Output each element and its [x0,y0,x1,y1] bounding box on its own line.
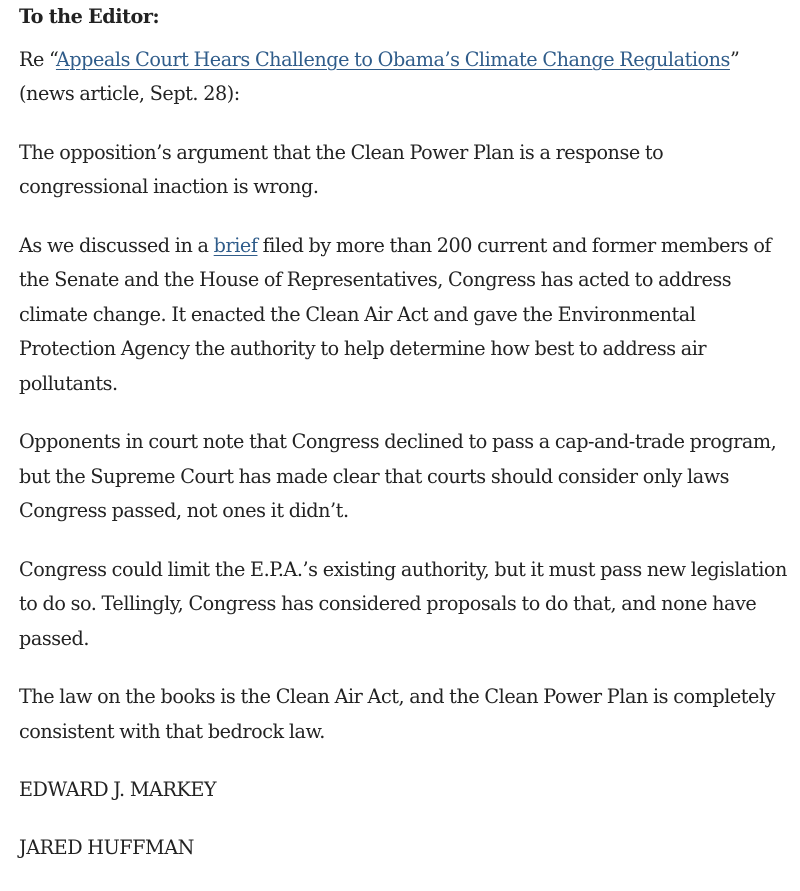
article-link[interactable]: Appeals Court Hears Challenge to Obama’s Climate Change Regulations [55,47,730,71]
greeting: To the Editor: [19,5,160,28]
paragraph-1: The opposition’s argument that the Clean Power Plan is a response to congressional inaction is wrong. [19,140,664,198]
re-prefix: Re “ [19,47,56,71]
re-line [19,43,794,112]
paragraph-2 [19,229,794,402]
paragraph-4: Congress could limit the E.P.A.’s existing authority, but it must pass new legislation to do so. Tellingly, Congress has considered proposals to do that, and none have passed. [19,557,787,650]
re-suffix: ” (news article, Sept. 28): [19,47,740,105]
paragraph-3: Opponents in court note that Congress declined to pass a cap-and-trade program, but the Supreme Court has made clear that courts should consider only laws Congress passed, not ones it didn’t. [19,430,777,522]
signature-markey: EDWARD J. MARKEY [19,778,217,801]
signature-huffman: JARED HUFFMAN [19,835,194,859]
letter-to-editor [19,0,794,888]
paragraph-2-rest: filed by more than 200 current and former members of the Senate and the House of Representatives, Congress has acted to address climate change. It enacted the Clean Air Act and gave the Environmental Protection Agency the authority to help determine how best to address air pollutants. [19,233,772,395]
brief-link[interactable]: brief [213,233,258,257]
paragraph-5: The law on the books is the Clean Air Act, and the Clean Power Plan is completely consistent with that bedrock law. [19,685,776,743]
paragraph-2-start: As we discussed in a [19,233,214,257]
